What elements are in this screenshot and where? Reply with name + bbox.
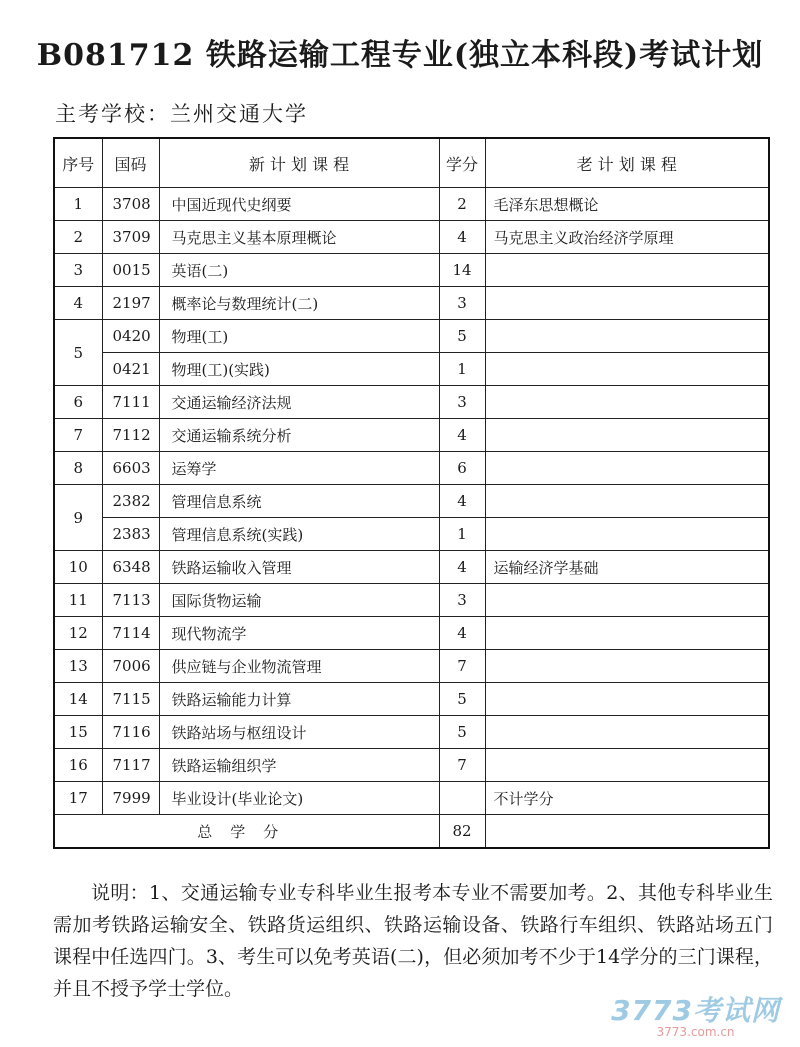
- row-code: 7999: [102, 782, 159, 815]
- row-code: 3708: [102, 188, 159, 221]
- table-row: [54, 716, 769, 749]
- row-code: 7115: [102, 683, 159, 716]
- row-code: 0421: [102, 353, 159, 386]
- table-header-row: [54, 138, 769, 188]
- row-code: 2383: [102, 518, 159, 551]
- row-old-course: [485, 452, 769, 485]
- row-seq: 14: [54, 683, 102, 716]
- row-old-course: 毛泽东思想概论: [485, 188, 769, 221]
- row-course: 交通运输经济法规: [159, 386, 439, 419]
- row-credits: 4: [439, 617, 485, 650]
- header-new-course: 新 计 划 课 程: [159, 138, 439, 188]
- row-credits: 5: [439, 683, 485, 716]
- row-code: 7114: [102, 617, 159, 650]
- total-credits: 82: [439, 815, 485, 849]
- row-old-course: [485, 254, 769, 287]
- row-course: 毕业设计(毕业论文): [159, 782, 439, 815]
- row-credits: 4: [439, 485, 485, 518]
- table-row: [54, 386, 769, 419]
- row-old-course: [485, 287, 769, 320]
- table-row: [54, 551, 769, 584]
- row-code: 7117: [102, 749, 159, 782]
- row-seq: 10: [54, 551, 102, 584]
- total-row: [54, 815, 769, 849]
- row-seq: 1: [54, 188, 102, 221]
- row-old-course: 马克思主义政治经济学原理: [485, 221, 769, 254]
- watermark-main: 3773考试网: [611, 994, 780, 1027]
- row-seq: 4: [54, 287, 102, 320]
- row-old-course: [485, 716, 769, 749]
- row-seq: 3: [54, 254, 102, 287]
- table-row: [54, 584, 769, 617]
- table-row: [54, 683, 769, 716]
- table-row: [54, 419, 769, 452]
- row-old-course: [485, 353, 769, 386]
- table-row: [54, 782, 769, 815]
- table-row: [54, 188, 769, 221]
- row-seq: 13: [54, 650, 102, 683]
- row-old-course: [485, 386, 769, 419]
- table-row: [54, 650, 769, 683]
- notes-paragraph: 说明：1、交通运输专业专科毕业生报考本专业不需要加考。2、其他专科毕业生需加考铁路运输安全、铁路货运组织、铁路运输设备、铁路行车组织、铁路站场五门课程中任选四门。3、考生可以免考英语(二)，但必须加考不少于14学分的三门课程，并且不授予学士学位。: [53, 882, 773, 1000]
- table-row: [54, 320, 769, 353]
- row-seq: 7: [54, 419, 102, 452]
- row-credits: 4: [439, 551, 485, 584]
- row-credits: [439, 782, 485, 815]
- row-credits: 6: [439, 452, 485, 485]
- watermark-sub: 3773.com.cn: [656, 1025, 735, 1039]
- row-course: 供应链与企业物流管理: [159, 650, 439, 683]
- row-credits: 4: [439, 221, 485, 254]
- row-credits: 5: [439, 716, 485, 749]
- row-course: 管理信息系统(实践): [159, 518, 439, 551]
- row-credits: 1: [439, 518, 485, 551]
- row-course: 交通运输系统分析: [159, 419, 439, 452]
- row-code: 7116: [102, 716, 159, 749]
- row-code: 0015: [102, 254, 159, 287]
- header-seq: 序号: [54, 138, 102, 188]
- row-code: 6348: [102, 551, 159, 584]
- row-course: 马克思主义基本原理概论: [159, 221, 439, 254]
- row-course: 国际货物运输: [159, 584, 439, 617]
- row-seq: 8: [54, 452, 102, 485]
- row-course: 铁路运输组织学: [159, 749, 439, 782]
- header-code: 国码: [102, 138, 159, 188]
- table-row: [54, 749, 769, 782]
- row-code: 6603: [102, 452, 159, 485]
- row-credits: 3: [439, 386, 485, 419]
- row-code: 2382: [102, 485, 159, 518]
- table-row: [54, 353, 769, 386]
- row-course: 英语(二): [159, 254, 439, 287]
- row-seq: 12: [54, 617, 102, 650]
- row-course: 铁路运输收入管理: [159, 551, 439, 584]
- table-row: [54, 221, 769, 254]
- row-seq: 15: [54, 716, 102, 749]
- table-row: [54, 287, 769, 320]
- table-row: [54, 617, 769, 650]
- row-course: 物理(工)(实践): [159, 353, 439, 386]
- site-watermark: [611, 989, 780, 1039]
- row-credits: 7: [439, 749, 485, 782]
- row-course: 中国近现代史纲要: [159, 188, 439, 221]
- header-credits: 学分: [439, 138, 485, 188]
- total-old-empty: [485, 815, 769, 849]
- table-row: [54, 452, 769, 485]
- row-seq: 6: [54, 386, 102, 419]
- row-course: 运筹学: [159, 452, 439, 485]
- row-code: 7006: [102, 650, 159, 683]
- row-credits: 1: [439, 353, 485, 386]
- row-course: 铁路运输能力计算: [159, 683, 439, 716]
- row-old-course: [485, 584, 769, 617]
- row-credits: 4: [439, 419, 485, 452]
- row-old-course: 运输经济学基础: [485, 551, 769, 584]
- row-old-course: [485, 749, 769, 782]
- total-label: 总学分: [54, 815, 439, 849]
- row-old-course: [485, 650, 769, 683]
- row-code: 3709: [102, 221, 159, 254]
- table-row: [54, 254, 769, 287]
- exam-plan-table: [53, 137, 770, 849]
- row-old-course: [485, 518, 769, 551]
- row-credits: 3: [439, 287, 485, 320]
- row-seq: 16: [54, 749, 102, 782]
- row-code: 7112: [102, 419, 159, 452]
- row-code: 7111: [102, 386, 159, 419]
- row-credits: 7: [439, 650, 485, 683]
- row-credits: 14: [439, 254, 485, 287]
- table-row: [54, 518, 769, 551]
- row-credits: 2: [439, 188, 485, 221]
- row-seq: 9: [54, 485, 102, 551]
- exam-school: 主考学校：兰州交通大学: [55, 102, 308, 126]
- row-course: 现代物流学: [159, 617, 439, 650]
- row-course: 物理(工): [159, 320, 439, 353]
- row-old-course: [485, 320, 769, 353]
- row-credits: 5: [439, 320, 485, 353]
- row-old-course: [485, 617, 769, 650]
- row-seq: 17: [54, 782, 102, 815]
- page-title: B081712 铁路运输工程专业(独立本科段)考试计划: [36, 38, 764, 73]
- row-seq: 5: [54, 320, 102, 386]
- row-code: 2197: [102, 287, 159, 320]
- row-seq: 2: [54, 221, 102, 254]
- header-old-course: 老 计 划 课 程: [485, 138, 769, 188]
- row-code: 0420: [102, 320, 159, 353]
- row-old-course: [485, 485, 769, 518]
- table-row: [54, 485, 769, 518]
- row-old-course: [485, 419, 769, 452]
- row-old-course: [485, 683, 769, 716]
- row-code: 7113: [102, 584, 159, 617]
- row-course: 管理信息系统: [159, 485, 439, 518]
- row-credits: 3: [439, 584, 485, 617]
- row-seq: 11: [54, 584, 102, 617]
- row-old-course: 不计学分: [485, 782, 769, 815]
- row-course: 概率论与数理统计(二): [159, 287, 439, 320]
- row-course: 铁路站场与枢纽设计: [159, 716, 439, 749]
